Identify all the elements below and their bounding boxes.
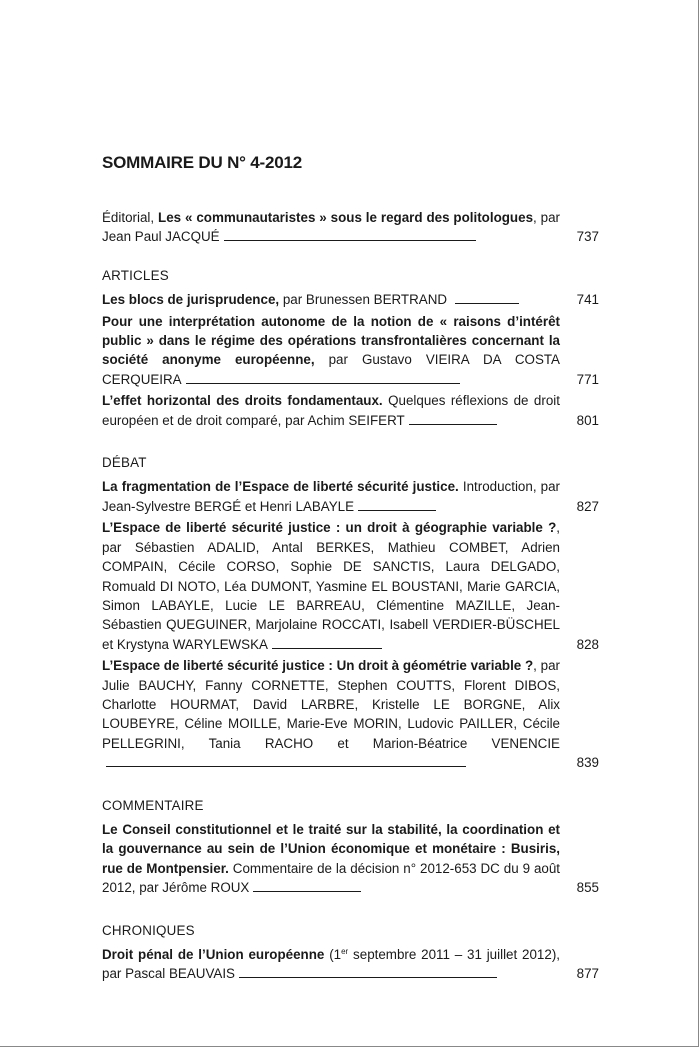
entry-page-number: 771 bbox=[576, 371, 599, 387]
entry-page-number: 877 bbox=[576, 966, 599, 982]
entry-authors: , par Sébastien ADALID, Antal BERKES, Mathieu COMBET, Adrien COMPAIN, Cécile CORSO, Sophie DE SANCTIS, Laura DELGADO, Romuald DI NOTO, Léa DUMONT, Yasmine EL BOUSTANI, Marie GARCIA, Simon LABAYLE, Lucie LE BARREAU, Clémentine MAZILLE, Jean-Sébastien QUEGUINER, Marjolaine ROCCATI, Isabell VERDIER-BÜSCHEL et Krystyna WARYLEWSKA bbox=[102, 520, 560, 652]
section-heading-commentaire: COMMENTAIRE bbox=[102, 797, 204, 813]
entry-page-number: 827 bbox=[576, 498, 599, 514]
section-heading-debat: DÉBAT bbox=[102, 455, 147, 471]
entry-page-number: 839 bbox=[576, 755, 599, 771]
leader-rule bbox=[224, 240, 476, 241]
entry-title: Droit pénal de l’Union européenne bbox=[102, 947, 325, 962]
entry-title: Les « communautaristes » sous le regard des politologues bbox=[158, 210, 534, 225]
entry-page-number: 855 bbox=[576, 880, 599, 896]
toc-entry[interactable] bbox=[102, 391, 599, 430]
entry-text bbox=[102, 820, 560, 898]
entry-page-number: 737 bbox=[576, 229, 599, 245]
leader-rule bbox=[239, 977, 497, 978]
toc-entry[interactable] bbox=[102, 518, 599, 654]
section-heading-chroniques: CHRONIQUES bbox=[102, 922, 195, 938]
entry-text bbox=[102, 945, 560, 984]
toc-entry[interactable] bbox=[102, 820, 599, 898]
toc-entry[interactable] bbox=[102, 290, 599, 309]
entry-title: Le Conseil constitutionnel et le traité sur la stabilité, la coordination et la gouvernance au sein de l’Union économique et monétaire : Busiris, rue de Montpensier. bbox=[102, 821, 560, 876]
ordinal-suffix: er bbox=[341, 947, 349, 956]
leader-rule bbox=[253, 891, 361, 892]
page-title: SOMMAIRE DU N° 4-2012 bbox=[102, 153, 303, 172]
entry-date-open: (1 bbox=[324, 947, 342, 962]
entry-title: L’Espace de liberté sécurité justice : un droit à géographie variable ? bbox=[102, 520, 557, 536]
entry-text bbox=[102, 290, 560, 309]
leader-rule bbox=[106, 766, 466, 767]
toc-entry[interactable] bbox=[102, 477, 599, 516]
entry-page-number: 828 bbox=[576, 636, 599, 652]
toc-entry[interactable] bbox=[102, 656, 599, 772]
toc-entry[interactable] bbox=[102, 312, 599, 390]
entry-authors: septembre 2011 – 31 juillet 2012), par Pascal BEAUVAIS bbox=[102, 947, 560, 982]
entry-text bbox=[102, 518, 560, 654]
entry-authors: par Brunessen BERTRAND bbox=[279, 292, 448, 308]
entry-title: L’Espace de liberté sécurité justice : Un droit à géométrie variable ? bbox=[102, 658, 534, 674]
entry-authors: Introduction, par Jean-Sylvestre BERGÉ et Henri LABAYLE bbox=[102, 479, 560, 514]
entry-title: La fragmentation de l’Espace de liberté sécurité justice. bbox=[102, 479, 459, 495]
entry-lead: Éditorial, bbox=[102, 210, 155, 225]
entry-authors: Quelques réflexions de droit européen et de droit comparé, par Achim SEIFERT bbox=[102, 393, 560, 428]
leader-rule bbox=[409, 424, 497, 425]
entry-authors: Commentaire de la décision n° 2012-653 DC du 9 août 2012, par Jérôme ROUX bbox=[102, 860, 560, 896]
entry-text bbox=[102, 391, 560, 430]
leader-rule bbox=[358, 510, 436, 511]
toc-entry-editorial[interactable] bbox=[102, 208, 599, 247]
entry-authors: , par Jean Paul JACQUÉ bbox=[102, 210, 560, 245]
entry-text bbox=[102, 208, 560, 247]
entry-page-number: 741 bbox=[576, 292, 599, 308]
entry-text bbox=[102, 477, 560, 516]
leader-rule bbox=[272, 648, 382, 649]
entry-page-number: 801 bbox=[576, 412, 599, 428]
entry-authors: par Gustavo VIEIRA DA COSTA CERQUEIRA bbox=[102, 352, 560, 387]
entry-text bbox=[102, 312, 560, 390]
entry-title: L’effet horizontal des droits fondamentaux. bbox=[102, 393, 383, 409]
table-of-contents bbox=[102, 208, 599, 984]
toc-entry[interactable] bbox=[102, 945, 599, 984]
section-heading-articles: ARTICLES bbox=[102, 267, 169, 283]
leader-rule bbox=[455, 303, 519, 304]
entry-title: Les blocs de jurisprudence, bbox=[102, 292, 280, 308]
entry-text bbox=[102, 656, 560, 772]
entry-authors: , par Julie BAUCHY, Fanny CORNETTE, Stephen COUTTS, Florent DIBOS, Charlotte HOURMAT, David LARBRE, Kristelle LE BORGNE, Alix LOUBEYRE, Céline MOILLE, Marie-Eve MORIN, Ludovic PAILLER, Cécile PELLEGRINI, Tania RACHO et Marion-Béatrice VENENCIE bbox=[102, 658, 560, 751]
entry-title: Pour une interprétation autonome de la notion de « raisons d’intérêt public » dans le régime des opérations transfrontalières concernant la société anonyme européenne, bbox=[102, 313, 560, 368]
leader-rule bbox=[186, 383, 460, 384]
